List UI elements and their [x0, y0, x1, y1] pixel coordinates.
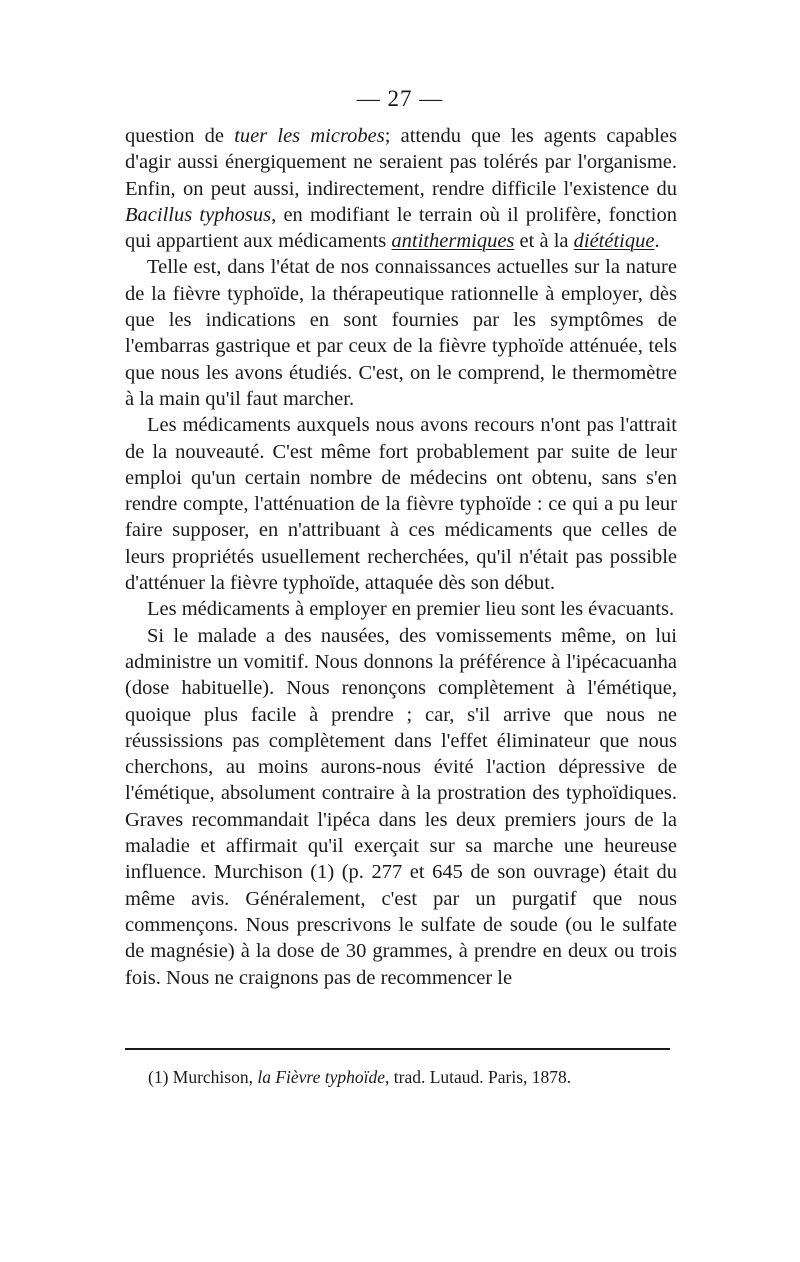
footnote-text-2: , trad. Lutaud. Paris, 1878.	[385, 1067, 572, 1087]
paragraph-4: Les médicaments à employer en premier lieu sont les évacuants.	[147, 598, 675, 621]
footnote	[148, 1066, 688, 1088]
footnote-separator	[125, 1048, 670, 1050]
p1-text-5: .	[654, 230, 660, 253]
paragraph-1	[125, 123, 677, 254]
p1-italic-3: antithermiques	[391, 230, 515, 253]
p1-italic-4: diététique	[573, 230, 655, 253]
footnote-text-1: (1) Murchison,	[148, 1067, 258, 1087]
p1-text-2: ; attendu que les agents capables d'agir aussi énergiquement ne seraient pas tolérés par l'organisme. Enfin, on peut aussi, indirectement, rendre difficile l'existence du	[125, 125, 677, 200]
p1-italic-1: tuer les microbes	[234, 125, 385, 147]
footnote-italic: la Fièvre typhoïde	[257, 1067, 385, 1087]
body-text	[125, 123, 677, 991]
p1-italic-2: Bacillus typhosus	[125, 203, 272, 226]
page-number: — 27 —	[356, 86, 444, 111]
p1-text-1: question de	[125, 125, 235, 147]
paragraph-2: Telle est, dans l'état de nos connaissances actuelles sur la nature de la fièvre typhoïde, la thérapeutique rationnelle à employer, dès que les indications en sont fournies par les symptômes de l'embarras gastrique et par ceux de la fièvre typhoïde atténuée, tels que nous les avons étudiés. C'est, on le comprend, le thermomètre à la main qu'il faut marcher.	[125, 256, 677, 410]
paragraph-5: Si le malade a des nausées, des vomissements même, on lui administre un vomitif. Nous donnons la préférence à l'ipécacuanha (dose habituelle). Nous renonçons complètement à l'émétique, quoique plus facile à prendre ; car, s'il arrive que nous ne réussissions pas complètement dans l'effet éliminateur que nous cherchons, au moins aurons-nous évité l'action dépressive de l'émétique, absolument contraire à la prostration des typhoïdiques. Graves recommandait l'ipéca dans les deux premiers jours de la maladie et affirmait qu'il exerçait sur sa marche une heureuse influence. Murchison (1) (p. 277 et 645 de son ouvrage) était du même avis. Généralement, c'est par un purgatif que nous commençons. Nous prescrivons le sulfate de soude (ou le sulfate de magnésie) à la dose de 30 grammes, à prendre en deux ou trois fois. Nous ne craignons pas de recommencer le	[125, 624, 677, 989]
paragraph-3: Les médicaments auxquels nous avons recours n'ont pas l'attrait de la nouveauté. C'est même fort probablement par suite de leur emploi qu'un certain nombre de médecins ont obtenu, sans s'en rendre compte, l'atténuation de la fièvre typhoïde : ce qui a pu leur faire supposer, en n'attribuant à ces médicaments que celles de leurs propriétés usuellement recherchées, qu'il n'était pas possible d'atténuer la fièvre typhoïde, attaquée dès son début.	[125, 414, 677, 595]
p1-text-3: , en modifiant le terrain où il prolifère, fonction qui appartient aux médicaments	[125, 203, 677, 253]
p1-text-4: et à la	[514, 230, 574, 253]
